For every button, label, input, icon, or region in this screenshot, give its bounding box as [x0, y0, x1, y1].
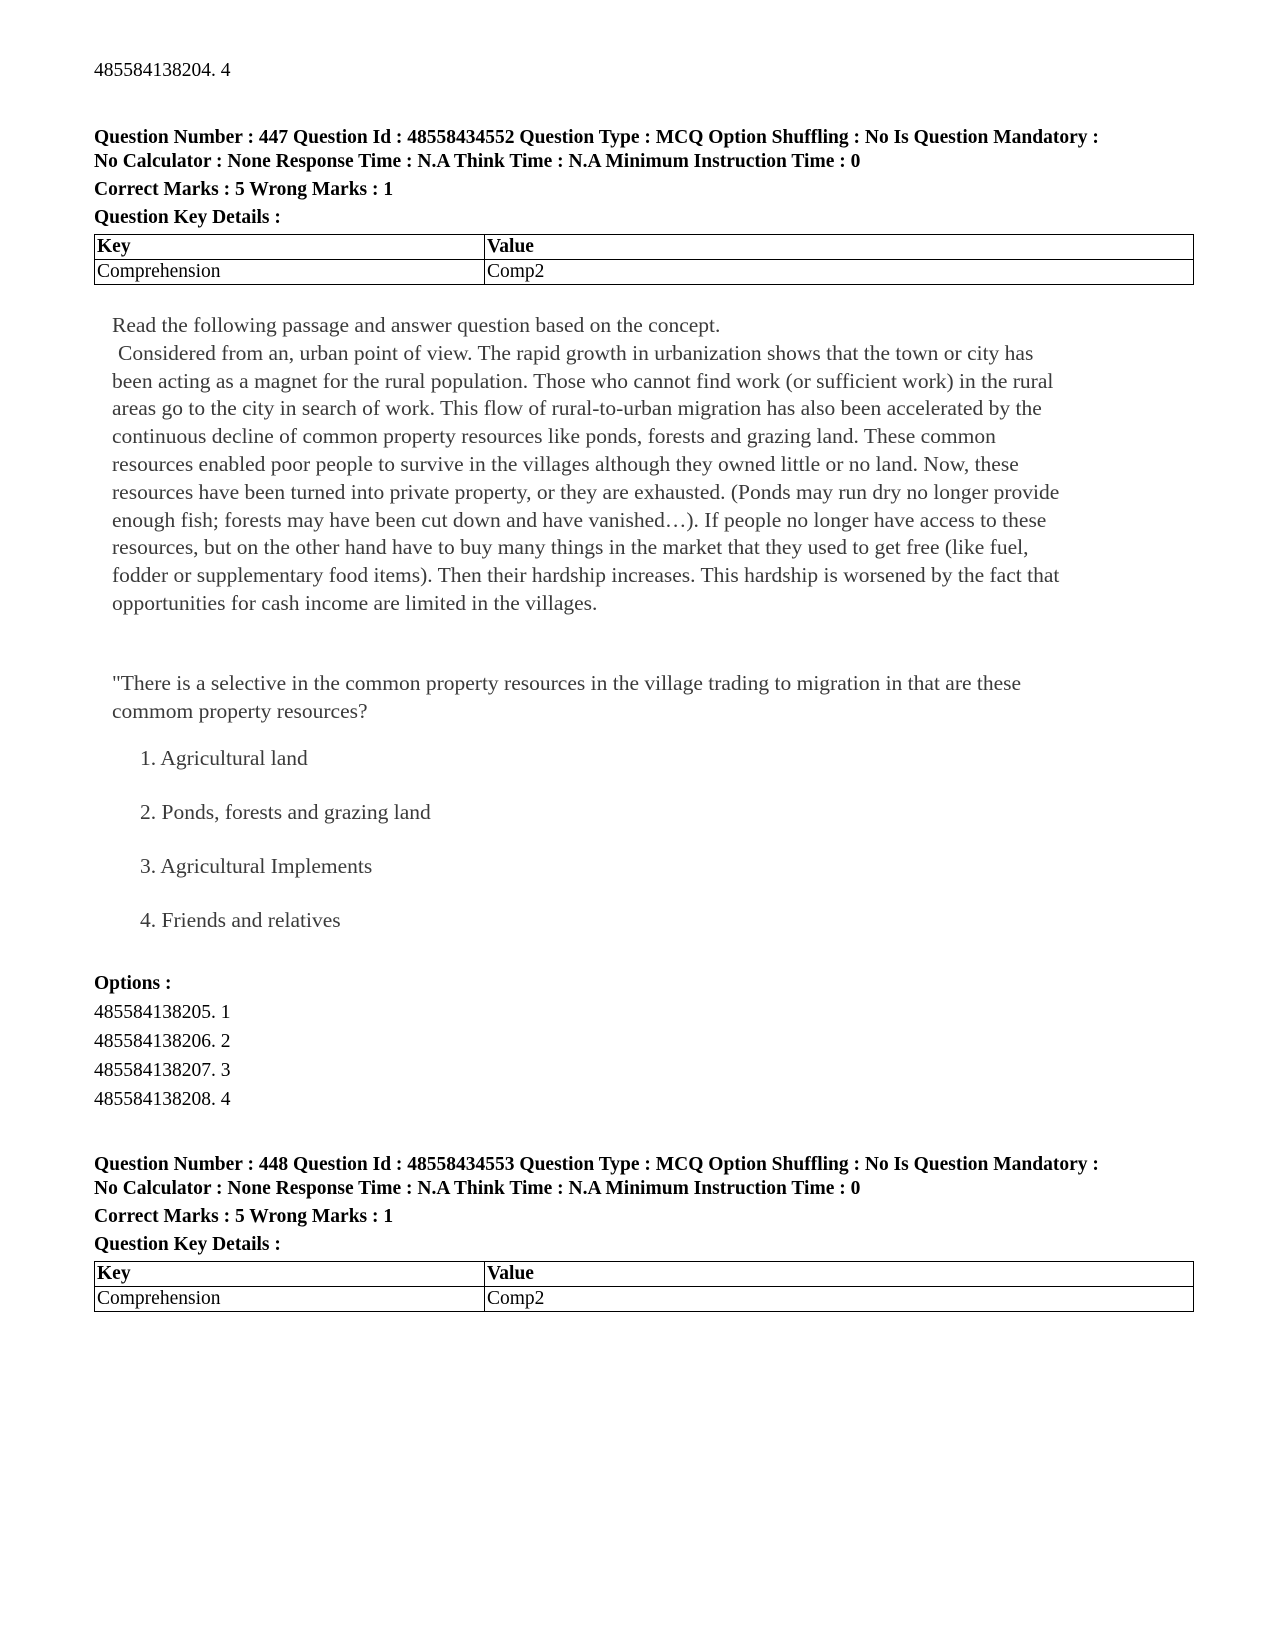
table-header-value: Value: [485, 1262, 1194, 1287]
table-cell-value: Comp2: [485, 1287, 1194, 1312]
passage-line: fodder or supplementary food items). Then their hardship increases. This hardship is worsened by the fact that: [112, 563, 1060, 588]
passage-line: areas go to the city in search of work. This flow of rural-to-urban migration has also been accelerated by the: [112, 396, 1042, 421]
passage-line: been acting as a magnet for the rural population. Those who cannot find work (or sufficient work) in the rural: [112, 368, 1054, 393]
option-item: 485584138207. 3: [94, 1060, 231, 1081]
passage-choices: [112, 745, 1172, 934]
question-block-447: [94, 126, 1194, 285]
option-item: 485584138206. 2: [94, 1031, 231, 1052]
passage-line: continuous decline of common property resources like ponds, forests and grazing land. These common: [112, 424, 996, 449]
question-block-448: [94, 1153, 1194, 1312]
passage-question-line: "There is a selective in the common property resources in the village trading to migration in that are these: [112, 670, 1022, 695]
table-header-key: Key: [95, 1262, 485, 1287]
key-details-table: [94, 234, 1194, 285]
table-header-row: [95, 1262, 1194, 1287]
passage-line: Read the following passage and answer question based on the concept.: [112, 313, 721, 337]
passage-line: opportunities for cash income are limited in the villages.: [112, 590, 598, 615]
passage-line: enough fish; forests may have been cut down and have vanished…). If people no longer have access to these: [112, 507, 1047, 532]
question-meta-line-1: Question Number : 448 Question Id : 48558434553 Question Type : MCQ Option Shuffling : No Is Question Mandatory :: [94, 1154, 1099, 1175]
passage-line: resources have been turned into private property, or they are exhausted. (Ponds may run dry no longer provide: [112, 479, 1060, 504]
key-details-label: Question Key Details :: [94, 207, 281, 228]
table-cell-key: Comprehension: [95, 1287, 485, 1312]
option-item: 485584138208. 4: [94, 1089, 231, 1110]
table-header-row: [95, 235, 1194, 260]
option-item: 485584138205. 1: [94, 1002, 231, 1023]
choice-item: 1. Agricultural land: [140, 746, 308, 771]
options-block: [94, 969, 231, 1114]
question-meta-line-2: No Calculator : None Response Time : N.A Think Time : N.A Minimum Instruction Time : 0: [94, 1178, 861, 1199]
key-details-label: Question Key Details :: [94, 1234, 281, 1255]
passage-image: [112, 312, 1172, 961]
question-meta-line-2: No Calculator : None Response Time : N.A Think Time : N.A Minimum Instruction Time : 0: [94, 151, 861, 172]
table-row: [95, 1287, 1194, 1312]
choice-item: 2. Ponds, forests and grazing land: [140, 800, 431, 825]
choice-item: 4. Friends and relatives: [140, 907, 341, 932]
question-marks: Correct Marks : 5 Wrong Marks : 1: [94, 1206, 394, 1227]
table-row: [95, 260, 1194, 285]
key-details-table: [94, 1261, 1194, 1312]
options-label: Options :: [94, 973, 172, 994]
table-header-key: Key: [95, 235, 485, 260]
table-cell-value: Comp2: [485, 260, 1194, 285]
passage-line: resources, but on the other hand have to buy many things in the market that they used to get free (like fuel,: [112, 535, 1029, 560]
table-header-value: Value: [485, 235, 1194, 260]
table-cell-key: Comprehension: [95, 260, 485, 285]
choice-item: 3. Agricultural Implements: [140, 853, 373, 878]
previous-option: 485584138204. 4: [94, 60, 231, 81]
passage-line: Considered from an, urban point of view. The rapid growth in urbanization shows that the town or city has: [118, 340, 1034, 365]
question-marks: Correct Marks : 5 Wrong Marks : 1: [94, 179, 394, 200]
passage-question-line: commom property resources?: [112, 698, 368, 723]
passage-line: resources enabled poor people to survive in the villages although they owned little or no land. Now, these: [112, 451, 1019, 476]
question-meta-line-1: Question Number : 447 Question Id : 48558434552 Question Type : MCQ Option Shuffling : No Is Question Mandatory :: [94, 127, 1099, 148]
